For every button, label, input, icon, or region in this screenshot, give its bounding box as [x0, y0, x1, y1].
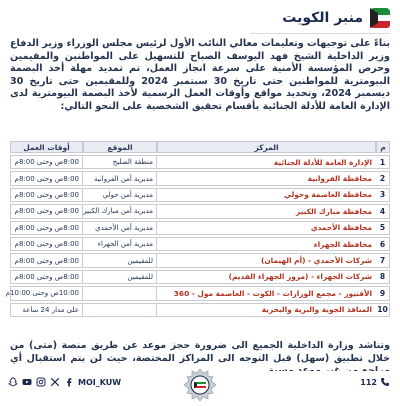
hotline — [360, 377, 390, 387]
row-center: شركات الأحمدي - (أم الهيمان) — [157, 253, 376, 267]
row-location: مديرية أمن حولي — [83, 188, 157, 202]
table-row — [10, 155, 390, 169]
row-number: 3 — [376, 188, 390, 202]
row-hours: على مدار 24 ساعة — [10, 303, 83, 317]
facebook-icon[interactable] — [64, 377, 74, 387]
row-hours: 8:00ص وحتى 8:00م — [10, 253, 83, 267]
header-number: م — [376, 141, 390, 153]
table-row — [10, 253, 390, 267]
table-row — [10, 303, 390, 317]
brand-name: منبر الكويت — [282, 10, 363, 26]
table-row — [10, 204, 390, 218]
snapchat-icon[interactable] — [8, 377, 18, 387]
phone-icon — [380, 377, 390, 387]
table-header-row — [10, 141, 390, 153]
row-number: 10 — [376, 303, 390, 317]
row-center: الإدارة العامة للأدلة الجنائية — [157, 155, 376, 169]
row-number: 9 — [376, 286, 390, 300]
table-row — [10, 270, 390, 284]
row-location: للمقيمين — [83, 253, 157, 267]
table-row — [10, 286, 390, 300]
row-center: محافظة الأحمدي — [157, 221, 376, 235]
row-hours: 8:00ص وحتى 8:00م — [10, 270, 83, 284]
table-row — [10, 171, 390, 185]
row-location: منطقة الصليخ — [83, 155, 157, 169]
row-hours: 10:00ص وحتى 10:00م — [10, 286, 83, 300]
social-handle: MOI_KUW — [78, 377, 122, 387]
brand-logo — [282, 6, 392, 30]
row-center: الأفنيوز - مجمع الوزارات - الكوت - العاصمة مول - 360 — [157, 286, 376, 300]
row-center: محافظة الفروانية — [157, 171, 376, 185]
row-number: 1 — [376, 155, 390, 169]
row-location: مديرية أمن الجهراء — [83, 237, 157, 251]
header-divider — [250, 33, 390, 34]
header-hours: أوقات العمل — [10, 141, 83, 153]
table-row — [10, 237, 390, 251]
x-icon[interactable] — [50, 377, 60, 387]
row-hours: 8:00ص وحتى 8:00م — [10, 237, 83, 251]
youtube-icon[interactable] — [22, 377, 32, 387]
instagram-icon[interactable] — [36, 377, 46, 387]
row-center: شركات الجهراء - (مرور الجهراء القديم) — [157, 270, 376, 284]
hotline-number: 112 — [360, 377, 377, 387]
header — [0, 0, 400, 34]
row-number: 8 — [376, 270, 390, 284]
row-hours: 8:00ص وحتى 8:00م — [10, 155, 83, 169]
row-location — [83, 286, 157, 300]
header-center: المركز — [157, 141, 376, 153]
intro-paragraph: بناءً على توجيهات وتعليمات معالي النائب الأول لرئيس مجلس الوزراء وزير الدفاع وزير الداخلية الشيخ فهد اليوسف الصباح للتسهيل على المواطنين والمقيمين وحرص المؤسسة الأمنية على سرعة انجاز العمل، تم تمديد مهلة أخذ البصمة البيومترية للمواطنين حتى تاريخ 30 سبتمبر 2024 وللمقيمين حتى تاريخ 30 ديسمبر 2024، وتحديد مواقع وأوقات العمل الرسمية لأخذ البصمة البيومترية لدى الإدارة العامة للأدلة الجنائية بأقسام تحقيق الشخصية على النحو التالي: — [10, 38, 390, 112]
row-center: المنافذ الجوية والبرية والبحرية — [157, 303, 376, 317]
schedule-table — [5, 139, 390, 319]
row-center: محافظة مبارك الكبير — [157, 204, 376, 218]
schedule-table-container — [5, 139, 390, 319]
kuwait-flag-logo-icon — [368, 6, 392, 30]
table-row — [10, 188, 390, 202]
row-location: مديرية أمن الأحمدي — [83, 221, 157, 235]
table-row — [10, 221, 390, 235]
row-hours: 8:00ص وحتى 8:00م — [10, 221, 83, 235]
row-number: 5 — [376, 221, 390, 235]
row-number: 4 — [376, 204, 390, 218]
row-number: 6 — [376, 237, 390, 251]
row-center: محافظة العاصمة وحولي — [157, 188, 376, 202]
row-number: 7 — [376, 253, 390, 267]
social-links — [8, 377, 121, 387]
row-number: 2 — [376, 171, 390, 185]
row-location — [83, 303, 157, 317]
closing-paragraph: وتناشد وزارة الداخلية الجميع الى ضرورة حجز موعد عن طريق منصة (متى) من خلال تطبيق (سهل) قبل التوجه الى المراكز المختصة، حيث لن يتم استقبال أي — [10, 340, 390, 364]
row-hours: 8:00ص وحتى 8:00م — [10, 188, 83, 202]
row-location: للمقيمين — [83, 270, 157, 284]
row-location: مديرية أمن الفروانية — [83, 171, 157, 185]
header-location: الموقع — [83, 141, 157, 153]
row-hours: 8:00ص وحتى 8:00م — [10, 204, 83, 218]
row-center: محافظة الجهراء — [157, 237, 376, 251]
row-location: مديرية أمن مبارك الكبير — [83, 204, 157, 218]
row-hours: 8:00ص وحتى 8:00م — [10, 171, 83, 185]
footer — [0, 371, 400, 400]
ministry-emblem-icon — [183, 368, 217, 402]
